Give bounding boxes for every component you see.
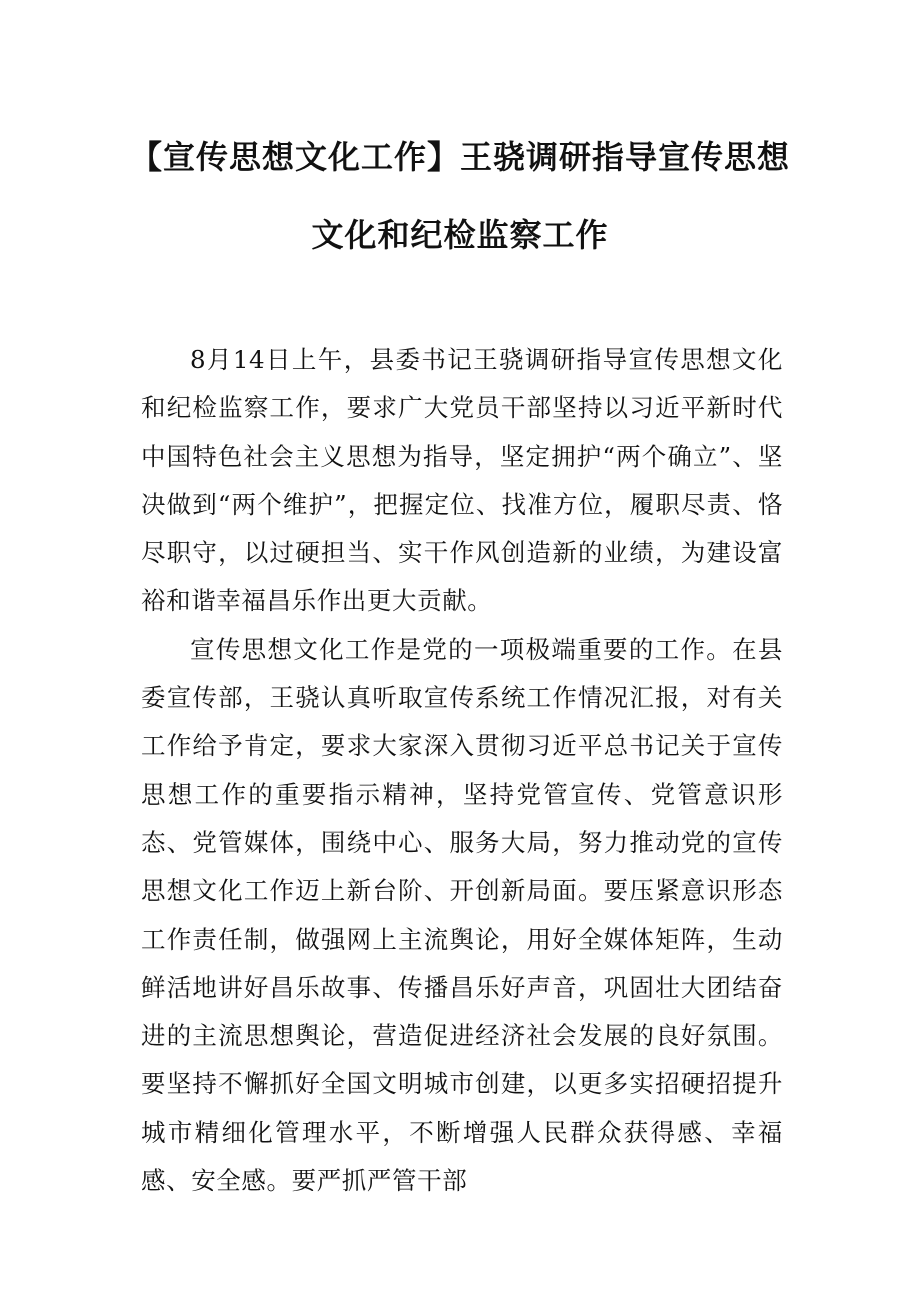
document-title: 【宣传思想文化工作】王骁调研指导宣传思想文化和纪检监察工作: [129, 138, 790, 254]
paragraph-2: 宣传思想文化工作是党的一项极端重要的工作。在县委宣传部，王骁认真听取宣传系统工作情况汇报，对有关工作给予肯定，要求大家深入贯彻习近平总书记关于宣传思想工作的重要指示精神，坚持党管宣传、党管意识形态、党管媒体，围绕中心、服务大局，努力推动党的宣传思想文化工作迈上新台阶、开创新局面。要压紧意识形态工作责任制，做强网上主流舆论，用好全媒体矩阵，生动鲜活地讲好昌乐故事、传播昌乐好声音，巩固壮大团结奋进的主流思想舆论，营造促进经济社会发展的良好氛围。要坚持不懈抓好全国文明城市创建，以更多实招硬招提升城市精细化管理水平，不断增强人民群众获得感、幸福感、安全感。要严抓严管干部: [141, 634, 783, 1196]
document-body: [141, 336, 783, 1205]
paragraph-1: 8月14日上午，县委书记王骁调研指导宣传思想文化和纪检监察工作，要求广大党员干部坚持以习近平新时代中国特色社会主义思想为指导，坚定拥护“两个确立”、坚决做到“两个维护”，把握定位、找准方位，履职尽责、恪尽职守，以过硬担当、实干作风创造新的业绩，为建设富裕和谐幸福昌乐作出更大贡献。: [141, 345, 783, 616]
